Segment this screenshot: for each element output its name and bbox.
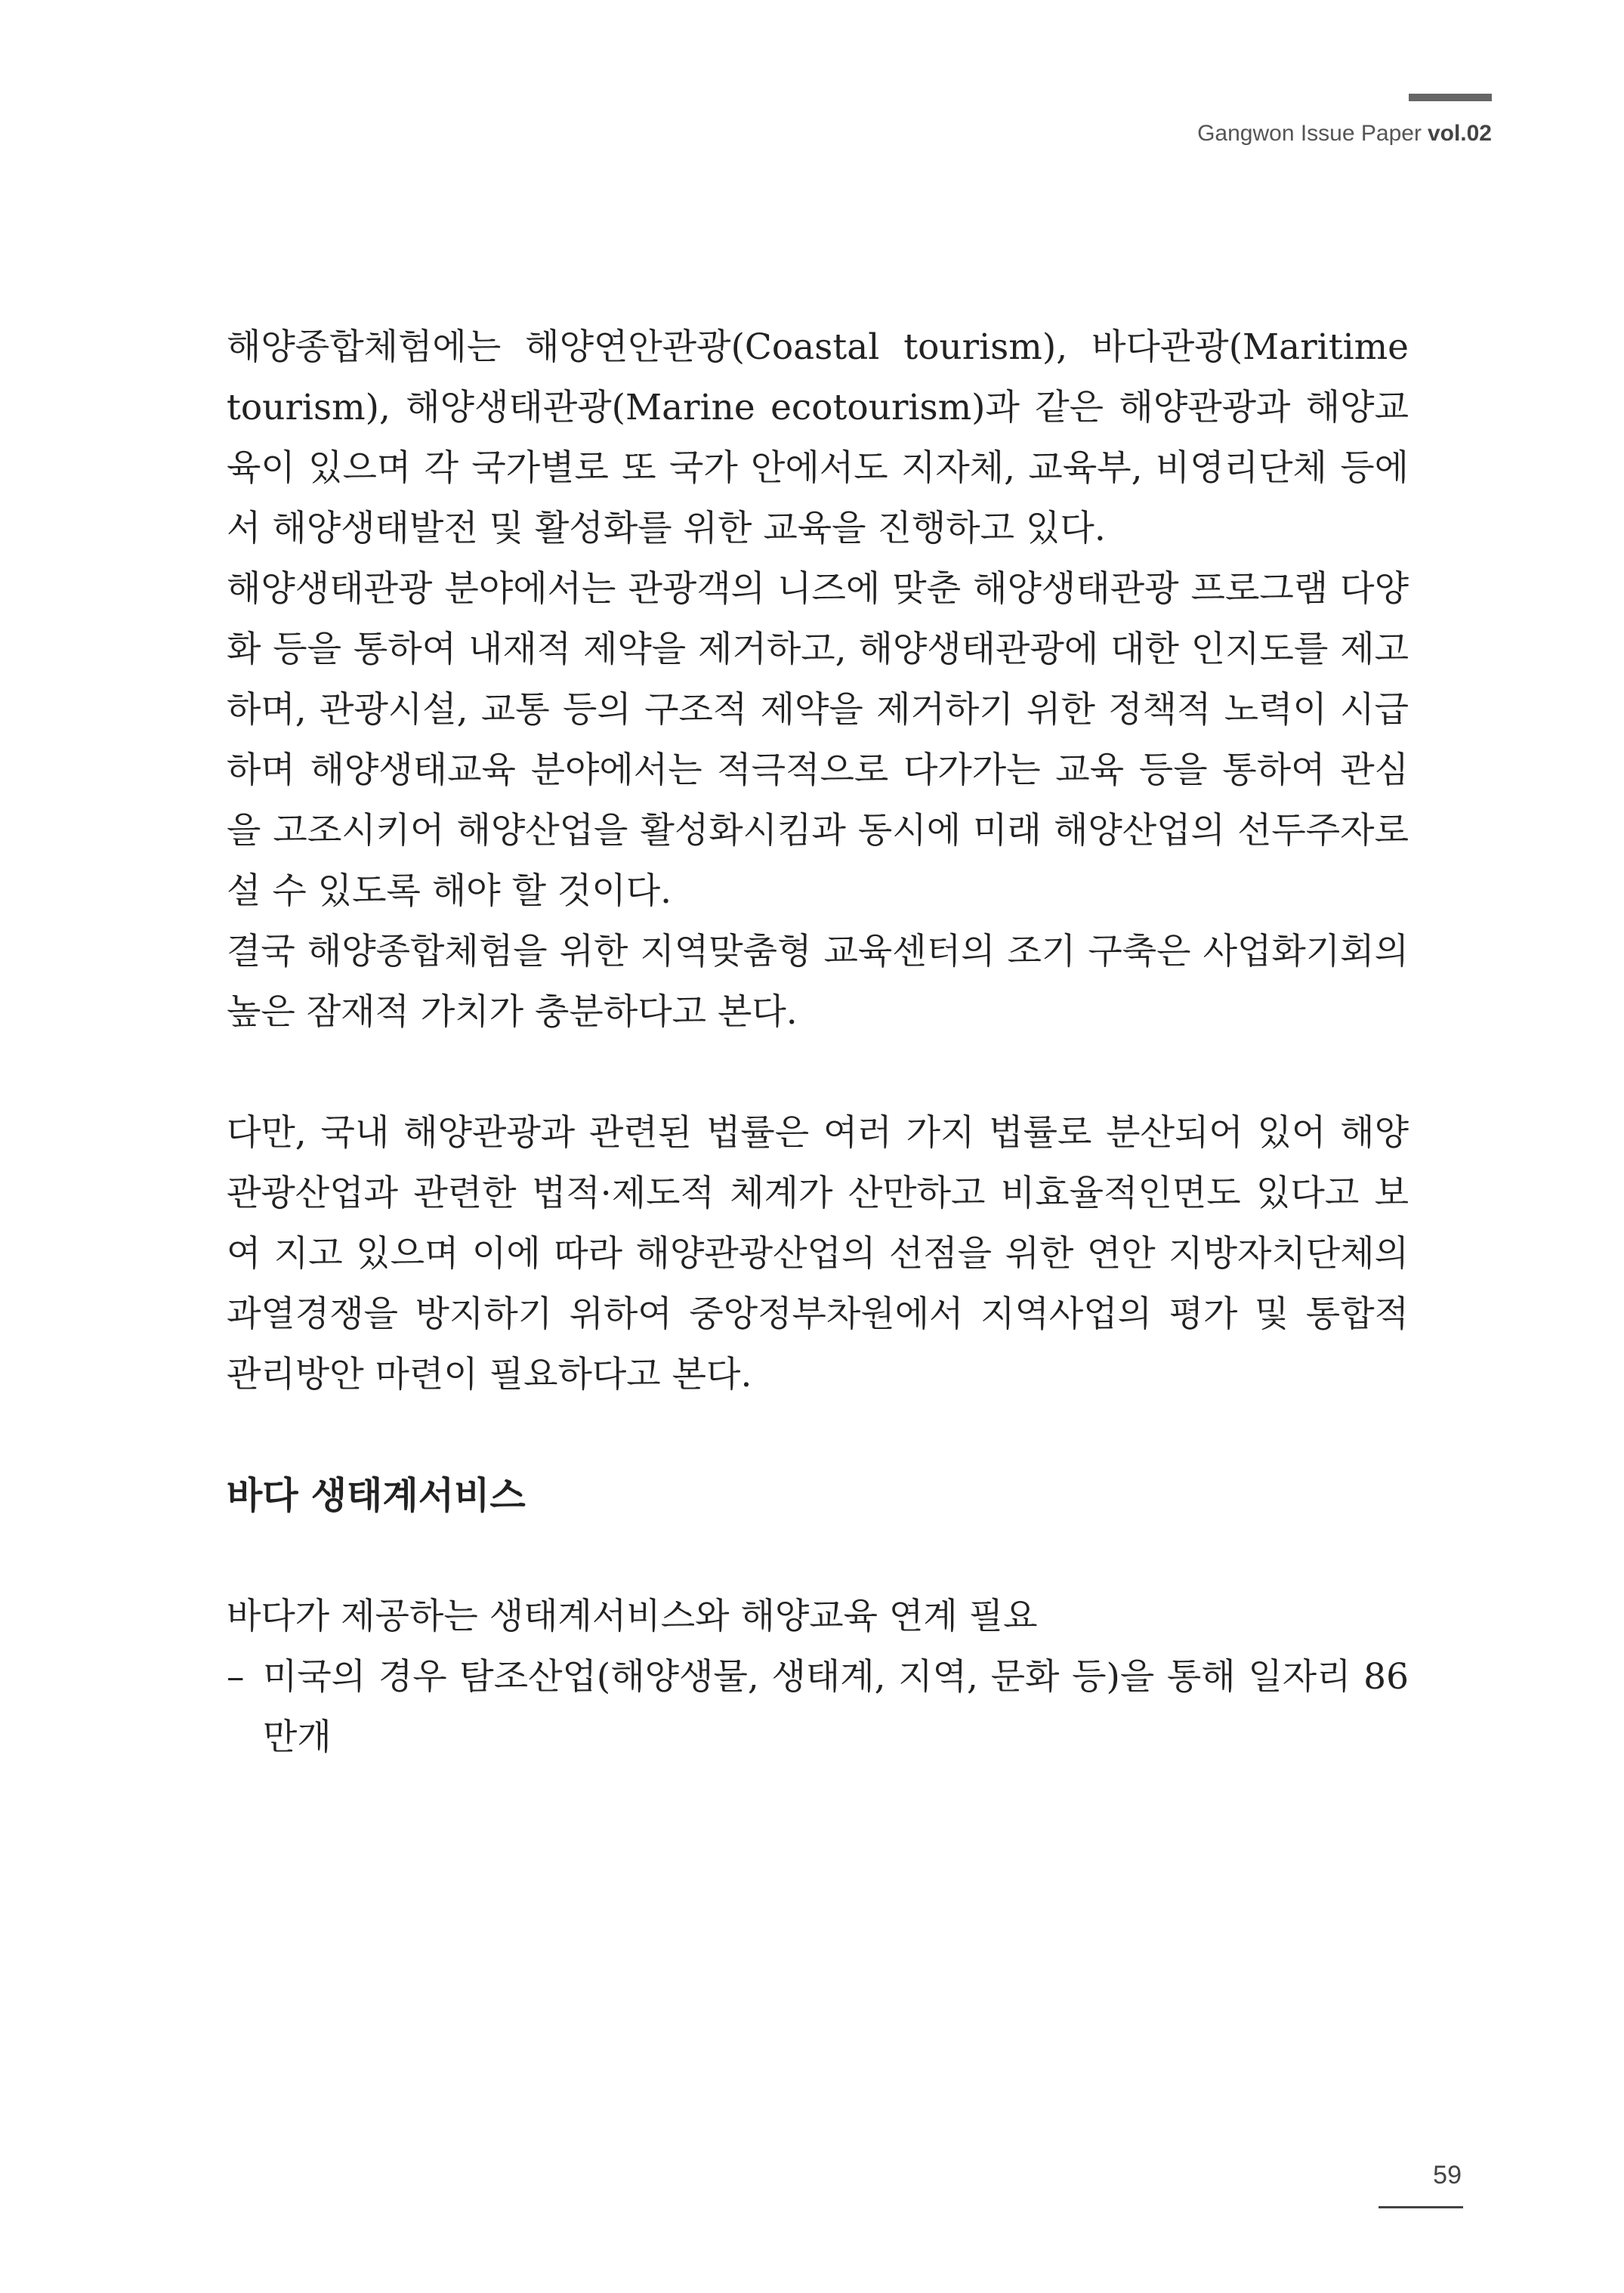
header-accent-bar xyxy=(1409,94,1492,101)
publication-title: Gangwon Issue Paper xyxy=(1197,121,1422,146)
paragraph-2: 해양생태관광 분야에서는 관광객의 니즈에 맞춘 해양생태관광 프로그램 다양화 등을 통하여 내재적 제약을 제거하고, 해양생태관광에 대한 인지도를 제고하며, 관광시설, 교통 등의 구조적 제약을 제거하기 위한 정책적 노력이 시급하며 해양생태교육 분야에서는 적극적으로 다가가는 교육 등을 통하여 관심을 고조시키어 해양산업을 활성화시킴과 동시에 미래 해양산업의 선두주자로 설 수 있도록 해야 할 것이다. xyxy=(227,568,1409,912)
section-spacer xyxy=(227,1405,1409,1466)
section-intro: 바다가 제공하는 생태계서비스와 해양교육 연계 필요 xyxy=(227,1596,1038,1637)
page-number: 59 xyxy=(1433,2161,1462,2189)
bullet-item xyxy=(227,1647,1409,1768)
body-content xyxy=(227,317,1409,1768)
paragraph-3: 결국 해양종합체험을 위한 지역맞춤형 교육센터의 조기 구축은 사업화기회의 높은 잠재적 가치가 충분하다고 본다. xyxy=(227,931,1409,1033)
footer-rule xyxy=(1379,2206,1463,2208)
paragraph-1: 해양종합체험에는 해양연안관광(Coastal tourism), 바다관광(Maritime tourism), 해양생태관광(Marine ecotourism)과 같은 해양관광과 해양교육이 있으며 각 국가별로 또 국가 안에서도 지자체, 교육부, 비영리단체 등에서 해양생태발전 및 활성화를 위한 교육을 진행하고 있다. xyxy=(227,326,1409,549)
heading-spacer xyxy=(227,1526,1409,1587)
volume-label: vol.02 xyxy=(1427,121,1492,146)
paragraph-spacer xyxy=(227,1043,1409,1103)
section-heading: 바다 생태계서비스 xyxy=(227,1474,526,1517)
running-header xyxy=(1197,121,1492,147)
paragraph-4: 다만, 국내 해양관광과 관련된 법률은 여러 가지 법률로 분산되어 있어 해양관광산업과 관련한 법적·제도적 체계가 산만하고 비효율적인면도 있다고 보여 지고 있으며 이에 따라 해양관광산업의 선점을 위한 연안 지방자치단체의 과열경쟁을 방지하기 위하여 중앙정부차원에서 지역사업의 평가 및 통합적 관리방안 마련이 필요하다고 본다. xyxy=(227,1112,1409,1395)
bullet-text: 미국의 경우 탐조산업(해양생물, 생태계, 지역, 문화 등)을 통해 일자리 86만개 xyxy=(263,1656,1409,1758)
bullet-dash: – xyxy=(227,1656,245,1698)
